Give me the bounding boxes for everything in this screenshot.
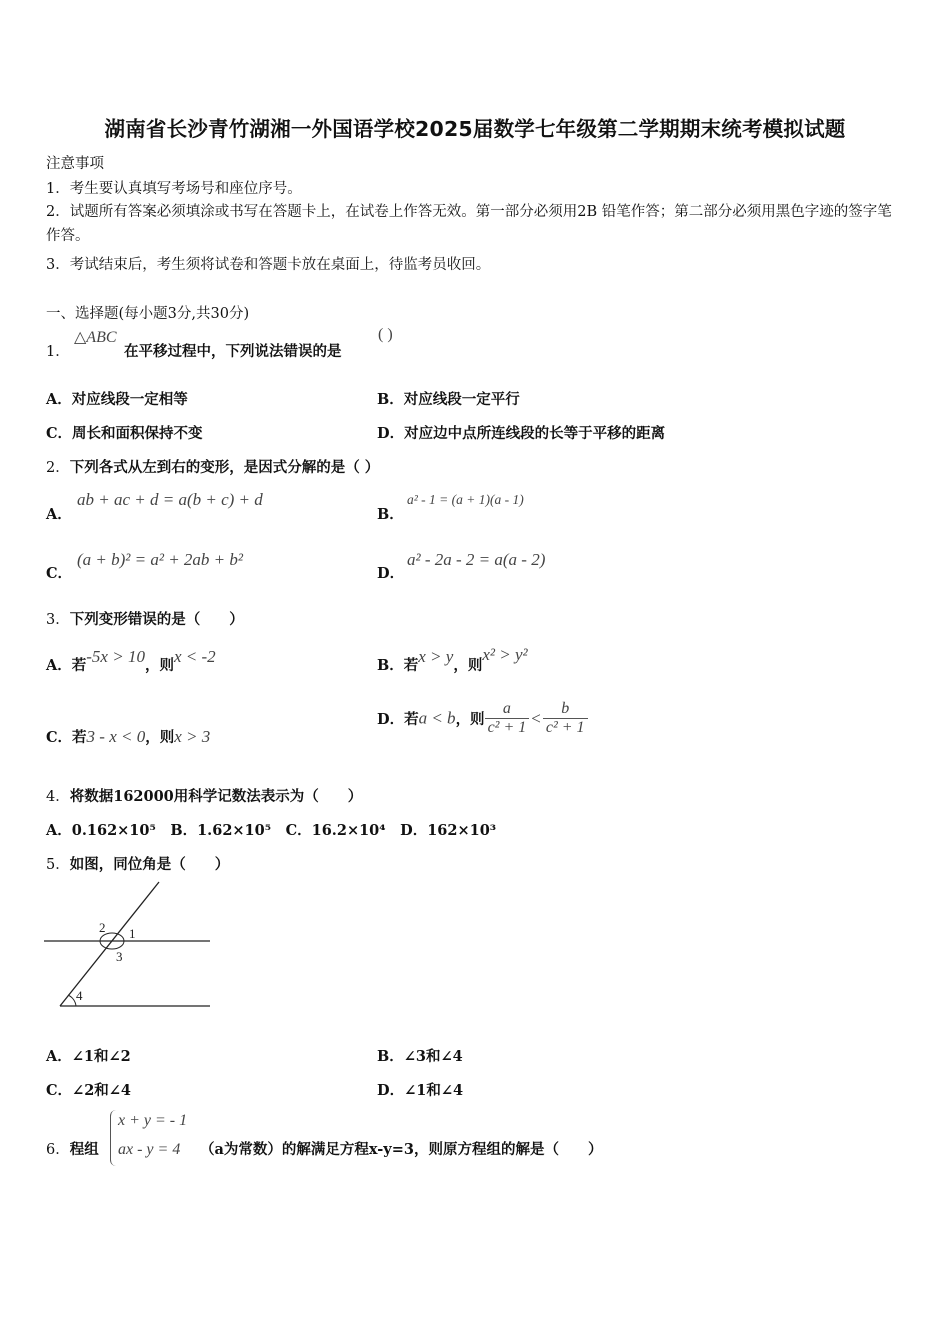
question-number: 2．	[46, 460, 70, 476]
q3-c-label: C．若	[46, 729, 87, 746]
q1-text: 在平移过程中，下列说法错误的是	[124, 343, 342, 360]
q3-a-then: ，则	[144, 657, 174, 674]
question-number: 6．	[46, 1142, 70, 1158]
q4-options: A．0.162×10⁵ B．1.62×10⁵ C．16.2×10⁴ D．162×10³	[46, 822, 497, 839]
notice-item-2: 2．试题所有答案必须填涂或书写在答题卡上，在试卷上作答无效。第一部分必须用2B 铅笔作答；第二部分必须用黑色字迹的签字笔作答。	[46, 204, 892, 244]
q3-a-math-1: -5x > 10	[86, 647, 145, 666]
q1-math: △ABC	[74, 329, 117, 346]
q6-pre: 程组	[69, 1141, 99, 1158]
q5-figure	[44, 878, 214, 1013]
q6-equation-1: x + y = - 1	[118, 1112, 188, 1129]
question-3	[46, 608, 244, 629]
angle-4-arc	[68, 995, 76, 1006]
q3-text: 下列变形错误的是（ ）	[69, 611, 244, 628]
q1-option-c: C．周长和面积保持不变	[46, 425, 203, 442]
question-number: 3．	[46, 612, 70, 628]
q6-text: （a为常数）的解满足方程x-y=3，则原方程组的解是（ ）	[200, 1141, 603, 1158]
q2-option-c-math: (a + b)² = a² + 2ab + b²	[77, 550, 243, 569]
q5-option-a: A．∠1和∠2	[46, 1048, 131, 1065]
q5-option-b: B．∠3和∠4	[377, 1048, 463, 1065]
question-2	[46, 456, 379, 477]
q1-paren: ( )	[378, 326, 393, 343]
q3-d-fraction-1: $\frac{a}{\text{c² + 1}}$	[485, 700, 530, 737]
q2-option-a-math: ab + ac + d = a(b + c) + d	[77, 490, 263, 509]
figure-label-4: 4	[76, 988, 83, 1003]
question-number: 4．	[46, 789, 70, 805]
q3-c-then: ，则	[145, 729, 175, 746]
figure-label-3: 3	[116, 949, 123, 964]
q3-b-math-2: x² > y²	[482, 645, 528, 664]
q3-a-label: A．若	[46, 657, 87, 674]
q3-option-d	[377, 700, 588, 737]
notice-item-3: 3．考试结束后，考生须将试卷和答题卡放在桌面上，待监考员收回。	[46, 257, 491, 273]
q3-option-c	[46, 726, 210, 747]
q2-option-d-label: D．	[377, 565, 405, 582]
q3-c-math-1: 3 - x < 0	[86, 727, 146, 746]
q3-d-fraction-2: $\frac{b}{\text{c² + 1}}$	[543, 700, 588, 737]
q3-b-label: B．若	[377, 657, 419, 674]
q1-option-d: D．对应边中点所连线段的长等于平移的距离	[377, 425, 666, 442]
q3-d-then: ，则	[455, 711, 485, 728]
q3-d-math-1: a < b	[418, 708, 456, 728]
question-number: 1．	[46, 344, 70, 360]
q1-option-b: B．对应线段一定平行	[377, 391, 520, 408]
question-1	[46, 340, 70, 361]
transversal-line	[60, 882, 159, 1006]
q2-option-d-math: a² - 2a - 2 = a(a - 2)	[407, 550, 546, 569]
q2-text: 下列各式从左到右的变形，是因式分解的是（ ）	[69, 459, 380, 476]
q3-c-math-2: x > 3	[174, 727, 211, 746]
page-title: 湖南省长沙青竹湖湘一外国语学校2025届数学七年级第二学期期末统考模拟试题	[104, 117, 846, 141]
q5-option-d: D．∠1和∠4	[377, 1082, 464, 1099]
q2-option-b-math: a² - 1 = (a + 1)(a - 1)	[407, 492, 524, 507]
q5-option-c: C．∠2和∠4	[46, 1082, 132, 1099]
q3-d-label: D．若	[377, 711, 419, 728]
q2-option-c-label: C．	[46, 565, 73, 582]
q3-option-b	[377, 645, 528, 675]
figure-label-1: 1	[129, 926, 136, 941]
question-number: 5．	[46, 857, 70, 873]
q3-b-then: ，则	[453, 657, 483, 674]
q5-text: 如图，同位角是（ ）	[69, 856, 230, 873]
question-4	[46, 785, 362, 806]
q1-option-a: A．对应线段一定相等	[46, 391, 188, 408]
q2-option-a-label: A．	[46, 506, 72, 523]
question-6	[46, 1138, 99, 1159]
section-heading: 一、选择题(每小题3分,共30分)	[46, 306, 250, 322]
question-5	[46, 853, 229, 874]
q6-equation-2: ax - y = 4	[118, 1141, 181, 1158]
q3-a-math-2: x < -2	[173, 647, 216, 666]
q2-option-b-label: B．	[377, 506, 404, 523]
notice-heading: 注意事项	[46, 156, 104, 172]
q3-d-less-than: <	[531, 708, 541, 728]
q3-option-a	[46, 647, 216, 675]
q3-b-math-1: x > y	[418, 647, 454, 666]
equation-brace	[110, 1110, 117, 1166]
notice-item-1: 1．考生要认真填写考场号和座位序号。	[46, 181, 302, 197]
q4-text: 将数据162000用科学记数法表示为（ ）	[69, 788, 363, 805]
figure-label-2: 2	[99, 920, 106, 935]
